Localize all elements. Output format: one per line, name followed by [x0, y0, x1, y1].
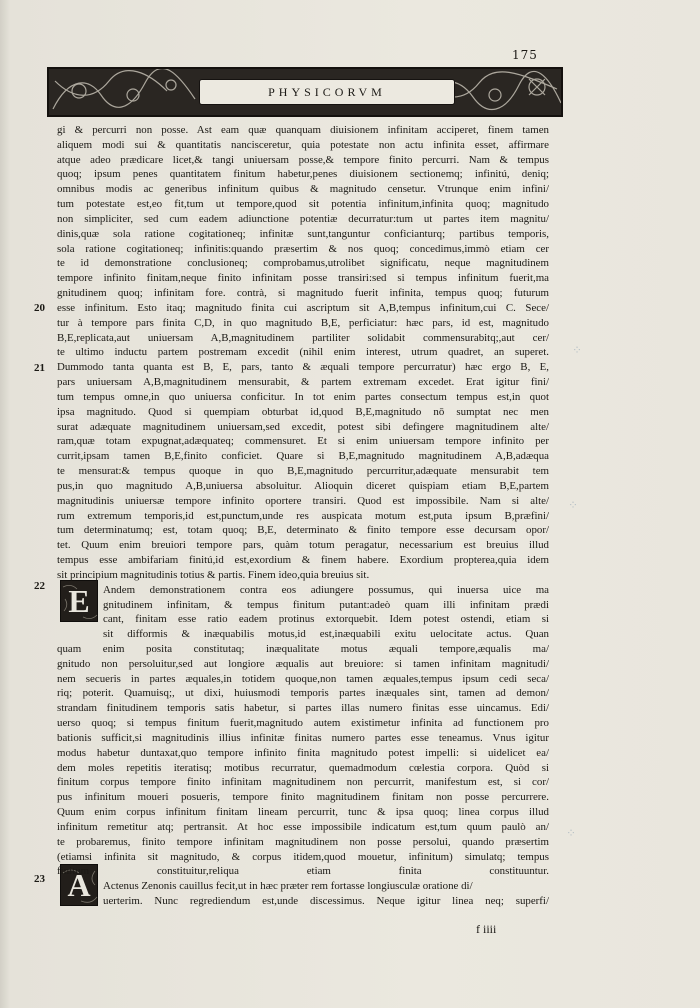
text-line: sola ratione cogitationeq; infinitis:quando præsertim & nos quoq; concedimus,immò etiam cer [57, 242, 549, 255]
text-line: infinitum remetitur atq; pertransit. At hoc esse impossibile indicatum est,tum quum paulò an/ [57, 820, 549, 833]
margin-number-23: 23 [34, 873, 45, 885]
text-line: magnitudinis uniuersæ tempore infinito oportere transiri. Quod est impossibile. Nam si alte/ [57, 494, 549, 507]
text-line: pus,in quo magnitudo A,B,uniuersa absoluitur. Alioquin diceret quispiam etiam B,E,partem [57, 479, 549, 492]
text-line: tum determinatumq; est, totam quoq; B,E, determinato & finito tempore esse decursam opor/ [57, 524, 549, 537]
margin-number-20: 20 [34, 302, 45, 314]
text-line: te mensurat:& tempus quoque in quo B,E,magnitudo percurritur,adæquate mensurabit tem [57, 465, 549, 478]
text-line: omnibus modis ac generibus infinitum quibus & magnitudo censetur. Vtrunque enim infini/ [57, 183, 549, 196]
text-line: finitum constituitur,reliqua etiam finita constituuntur. [57, 865, 549, 878]
ink-smudge-icon: ⁘ [568, 498, 579, 512]
text-line: tempus esse ambifariam finitú,id est,exordium & finem habere. Exordium propterea,quia idem [57, 554, 549, 567]
text-line: quam enim posita constitutaq; inæqualitate motus æquali tempore,æqualis ma/ [57, 642, 549, 655]
text-line: currit,ipsam tamen B,E,finito conficiet. Quare si B,E,magnitudo magnitudinem A,B,adæqua [57, 450, 549, 463]
text-line: surat adæquate magnitudinem uniuersam,sed excedit, potest sibi defingere magnitudinem alte/ [57, 420, 549, 433]
text-line: finitum corpus tempore finito infinitam magnitudinem non percurrit, manifestum est, si cor/ [57, 776, 549, 789]
text-line: rum extremum temporis,id est,punctum,unde res auspicata motum est,puta ipsum B,præfini/ [57, 509, 549, 522]
text-line: Dummodo tanta quanta est B, E, pars, tanto & æquali tempore percurratur) hæc ergo B, E, [57, 361, 549, 374]
initial-letter: A [67, 867, 91, 903]
page-number: 175 [512, 48, 538, 62]
text-line: Quum enim corpus infinitum finitam lineam percurrit, tunc & ipsa quoq; linea corpus illud [57, 806, 549, 819]
margin-number-21: 21 [34, 362, 45, 374]
text-line: tum tempus omne,in quo uniuersa conficitur. In tot enim partes consectum tempus est,in quot [57, 390, 549, 403]
text-line: pus infinitum moueri posueris, tempore finito magnitudinem finitam non posse percurrere. [57, 791, 549, 804]
text-line: gnitudinem infinitam, & tempus finitum putant:adeò quam illi infinitam prædi [103, 598, 549, 611]
initial-letter: E [68, 583, 90, 619]
text-line: gnitudinem quoq; infinitam fore. contrà, si magnitudo fuerit infinita, tempus quoq; futurum [57, 287, 549, 300]
text-line: esse infinitum. Esto itaq; magnitudo finita cui ascriptum sit A,B,tempus infinitum,cui C. Sece/ [57, 301, 549, 314]
text-line: non simpliciter, sed cum eadem adiunctione potentiæ decurratur:tum ut partes item magnitu/ [57, 212, 549, 225]
text-line: gnitudo non persoluitur,sed aut longiore æqualis aut breuiore: si tamen infinitam magnitudi/ [57, 657, 549, 670]
text-line: tempore infinito finitam,neque finito infinitam posse transiri:sed si tempus infinitum fuerit,ma [57, 272, 549, 285]
text-line: aliquem modi sui & quantitatis nancisceretur, quia potestate non actu infinita esset, affirmare [57, 138, 549, 151]
signature-mark: f iiii [476, 922, 497, 936]
text-line: ipsa magnitudo. Quod si quempiam obturbat id,quod B,E,magnitudo nō sumptat nec men [57, 405, 549, 418]
text-line: atque adeo prædicare licet,& tangi uniuersam posse,& tempore finito percurri. Nam & tempus [57, 153, 549, 166]
text-line: tum potestate est,eo fit,tum ut tempore,quod sit potentia infinitum,infinita quoq; magnitudo [57, 198, 549, 211]
text-line: pars uniuersam A,B,magnitudinem mensurabit, & partem extremam excedet. Erat igitur fini/ [57, 376, 549, 389]
ink-smudge-icon: ⁘ [572, 343, 583, 357]
text-line: (etiamsi infinita sit magnitudo, & corpus itidem,quod mouetur, infinitum) simulatq; tempus [57, 850, 549, 863]
text-line: te id demonstratione conclusioneq; comprobamus,utrolibet significatu, neque magnitudinem [57, 257, 549, 270]
text-line: tur à tempore pars finita C,D, in quo magnitudo B,E, perficiatur: hæc pars, id est, magnitudo [57, 316, 549, 329]
text-line: Actenus Zenonis cauillus fecit,ut in hæc præter rem fortasse longiusculæ oratione di/ [103, 880, 473, 893]
text-line: uerterim. Nunc regrediendum est,unde discessimus. Neque igitur linea neq; superfi/ [103, 895, 549, 908]
text-line: bationis sufficit,si magnitudinis illius infinitæ finitas numero partes esse teneamus. Vnus igitur [57, 731, 549, 744]
text-line: nem secueris in partes æquales,in totidem quoque,non tamen æquales,tempus ipsum cedi seca/ [57, 672, 549, 685]
latin-commentary-text [57, 123, 549, 924]
text-line: riq; poterit. Quamuisq;, ut dixi, huiusmodi temporis partes inæquales sint, tamen ad demon/ [57, 687, 549, 700]
text-line: dinis,quæ sola ratione cogitationeq; infinitæ sunt,tanguntur conficianturq; partibus temporis, [57, 227, 549, 240]
text-line: sit principium magnitudinis totius & partis. Finem ideo,quia breuius sit. [57, 568, 370, 581]
text-line: ram,quæ totam expugnat,adæquateq; commensuret. Et si enim uniuersam tempore infinito per [57, 435, 549, 448]
text-line: strandam finitudinem temporis satis habetur, si partes illas numero finitas esse uincamus. Edi/ [57, 702, 549, 715]
text-line: Andem demonstrationem contra eos adiungere possumus, qui inuersa uice ma [103, 583, 549, 596]
ink-smudge-icon: ⁘ [566, 826, 577, 840]
text-line: gi & percurri non posse. Ast eam quæ quanquam diuisionem infinitam acciperet, finem tamen [57, 124, 549, 136]
text-line: te probaremus, finito tempore infinitam magnitudinem non posse persolui, quando præsertim [57, 835, 549, 848]
text-line: modus habetur duntaxat,quo tempore infinito finita magnitudo potest impelli: si uidelicet ea/ [57, 746, 549, 759]
text-line: quoq; ipsum penes quantitatem finitum habetur,penes diuisionem sectionemq; infinitú, deniq; [57, 168, 549, 181]
text-line: sit difformis & inæquabilis motus,id est,inæquabili exitu uelocitate actus. Quan [103, 628, 549, 641]
margin-number-22: 22 [34, 580, 45, 592]
text-line: B,E,replicata,aut uniuersam A,B,magnitudinem partiliter solidabit commensurabitq;,aut cer/ [57, 331, 549, 344]
running-title: PHYSICORVM [199, 79, 455, 105]
text-line: uerso quoq; si tempus finitum fuerit,magnitudo autem existimetur infinita ad functionem pro [57, 717, 549, 730]
text-line: tet. Quum enim breuiori tempore pars, quàm totum peragatur, necessarium est breuius illud [57, 539, 549, 552]
text-line: cant, finitam esse ratio eadem protinus extorquebit. Idem potest ostendi, etiam si [103, 613, 549, 626]
woodcut-header-band [47, 67, 563, 117]
text-line: te ultimo inductu partem postremam excedit (nihil enim interest, utrum quadret, an superet. [57, 346, 549, 359]
text-line: dem moles repetitis iteratisq; motibus recurratur, quemadmodum cœlestia corpora. Quòd si [57, 761, 549, 774]
